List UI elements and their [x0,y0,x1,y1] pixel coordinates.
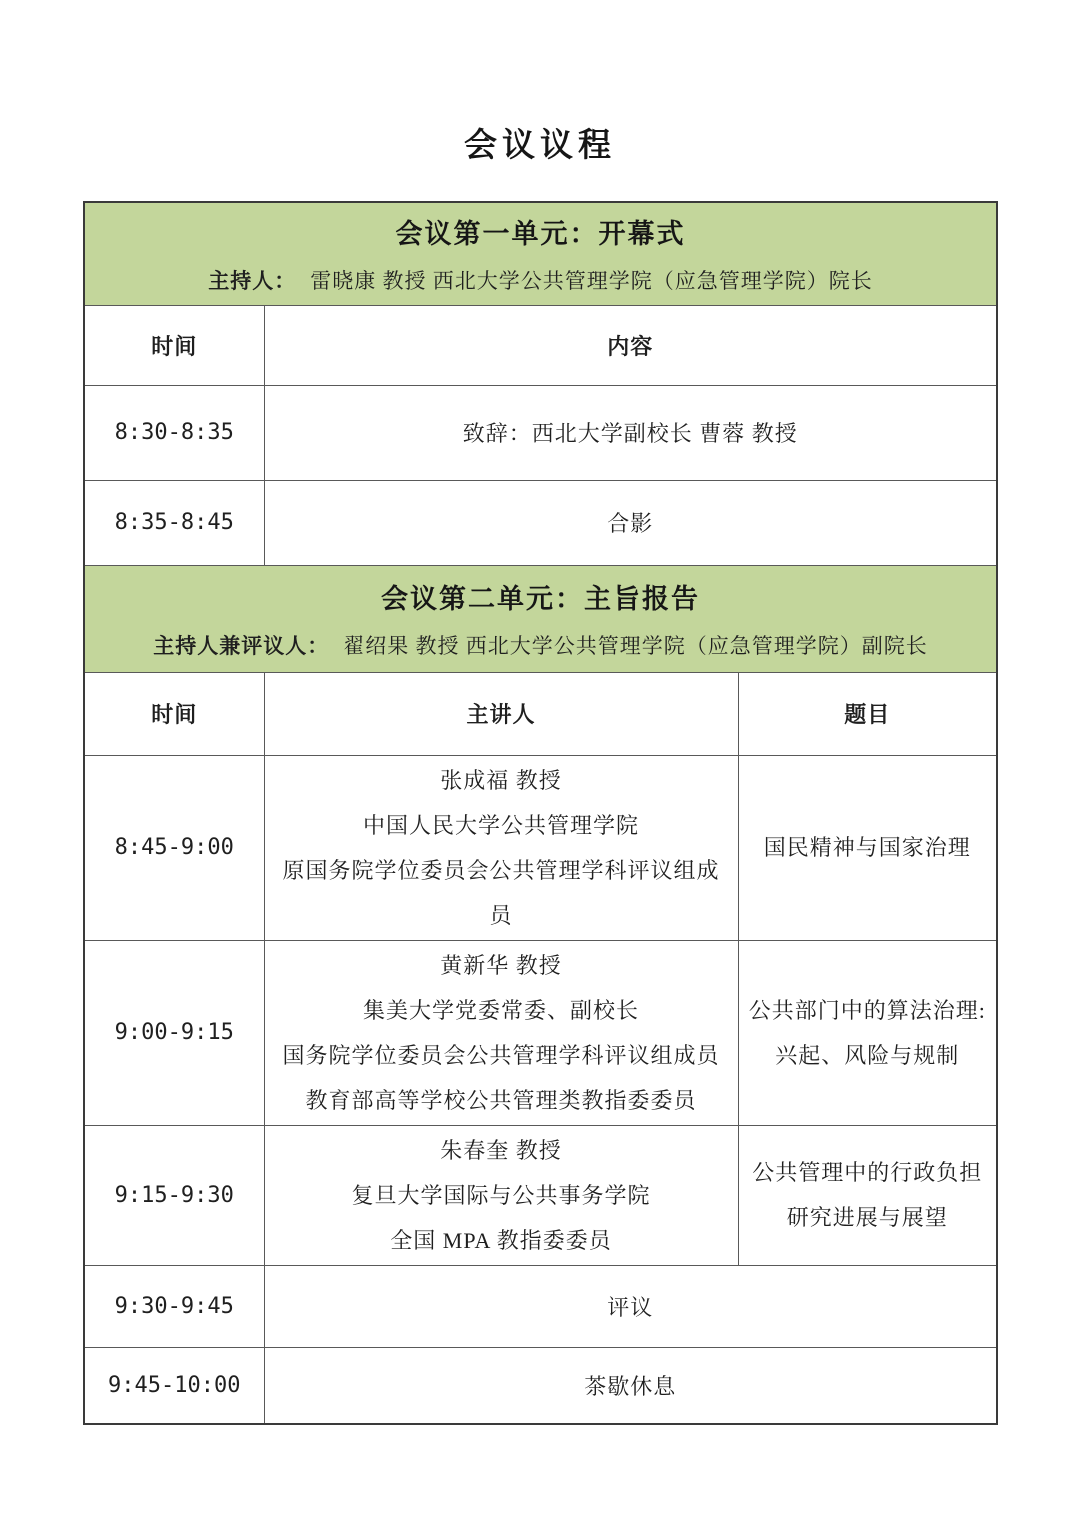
section-1-host-label: 主持人： [208,269,297,294]
speaker-affiliation: 原国务院学位委员会公共管理学科评议组成员 [282,857,720,928]
section-2-column-header-row [84,672,997,755]
section-1-header [84,202,997,305]
section-2-host-label: 主持人兼评议人： [153,634,330,658]
section-2-header-row [84,565,997,672]
section-2-title: 会议第二单元：主旨报告 [381,584,700,614]
topic-cell: 国民精神与国家治理 [738,755,997,940]
column-header-time: 时间 [84,672,264,755]
time-cell: 9:45-10:00 [84,1347,264,1424]
column-header-time: 时间 [84,305,264,385]
speaker-affiliation: 中国人民大学公共管理学院 [362,812,639,838]
table-row [84,1125,997,1265]
speaker-cell [264,755,738,940]
speaker-name: 张成福 教授 [440,767,562,793]
section-2-host-value: 翟绍果 教授 西北大学公共管理学院（应急管理学院）副院长 [343,634,928,658]
content-cell: 评议 [264,1265,997,1347]
table-row [84,1347,997,1424]
content-cell: 致辞：西北大学副校长 曹蓉 教授 [264,385,997,480]
section-1-column-header-row [84,305,997,385]
section-1-host-line [93,265,988,295]
table-row [84,1265,997,1347]
speaker-affiliation: 集美大学党委常委、副校长 [362,997,639,1023]
table-row [84,385,997,480]
speaker-cell [264,940,738,1125]
content-cell: 合影 [264,480,997,565]
speaker-name: 黄新华 教授 [440,952,562,978]
topic-cell: 公共部门中的算法治理:兴起、风险与规制 [738,940,997,1125]
speaker-cell [264,1125,738,1265]
speaker-affiliation: 国务院学位委员会公共管理学科评议组成员 [282,1042,720,1068]
time-cell: 9:30-9:45 [84,1265,264,1347]
speaker-affiliation: 复旦大学国际与公共事务学院 [351,1182,651,1208]
time-cell: 8:30-8:35 [84,385,264,480]
section-1-host-value: 雷晓康 教授 西北大学公共管理学院（应急管理学院）院长 [310,269,873,294]
section-2-host-line [93,630,988,660]
table-row [84,480,997,565]
speaker-affiliation: 教育部高等学校公共管理类教指委委员 [305,1087,697,1113]
page-title: 会议议程 [464,128,616,164]
column-header-topic: 题目 [738,672,997,755]
section-1-title: 会议第一单元：开幕式 [395,219,686,250]
table-row [84,755,997,940]
content-cell: 茶歇休息 [264,1347,997,1424]
section-1-header-row [84,202,997,305]
time-cell: 8:35-8:45 [84,480,264,565]
column-header-speaker: 主讲人 [264,672,738,755]
time-cell: 8:45-9:00 [84,755,264,940]
agenda-table [83,201,998,1425]
column-header-content: 内容 [264,305,997,385]
section-2-header [84,565,997,672]
speaker-name: 朱春奎 教授 [440,1137,562,1163]
speaker-affiliation: 全国 MPA 教指委委员 [390,1227,612,1253]
table-row [84,940,997,1125]
topic-cell: 公共管理中的行政负担研究进展与展望 [738,1125,997,1265]
time-cell: 9:15-9:30 [84,1125,264,1265]
time-cell: 9:00-9:15 [84,940,264,1125]
